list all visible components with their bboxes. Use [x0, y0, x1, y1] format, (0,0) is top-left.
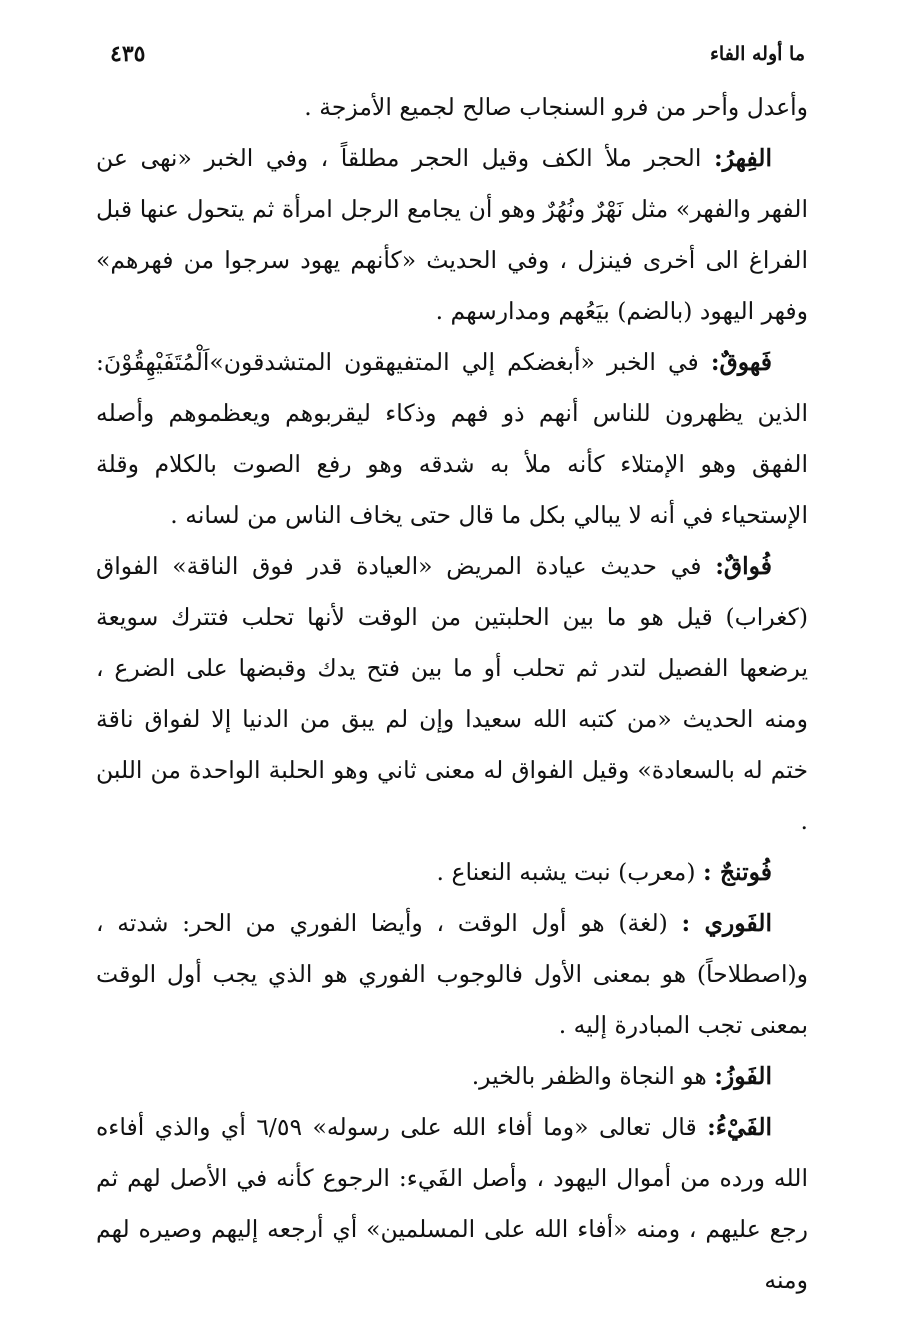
entry-fuwaq [96, 541, 808, 847]
entry-text: (لغة) هو أول الوقت ، وأيضا الفوري من الحر: شدته ، و(اصطلاحاً) هو بمعنى الأول فالوجوب الفوري هو الذي يجب أول الوقت بمعنى تجب المبادرة إليه . [96, 909, 808, 1039]
entry-term: فُواقٌ: [715, 552, 772, 580]
dictionary-text [96, 82, 808, 1306]
entry-term: الفَوزُ: [714, 1062, 772, 1090]
entry-term: فَهوقٌ: [710, 348, 772, 376]
entry-futanj [96, 847, 808, 898]
page-number: ٤٣٥ [110, 41, 146, 67]
entry-term: الفَوري : [681, 909, 772, 937]
entry-text: في الخبر «أبغضكم إلي المتفيهقون المتشدقون»اَلْمُتَفَيْهِقُوْنَ: الذين يظهرون للناس أنهم ذو فهم وذكاء ليقربوهم ويعظموهم وأصله الفهق وهو الإمتلاء كأنه ملأ به شدقه وهو رفع الصوت بالكلام وقلة الإستحياء في أنه لا يبالي بكل ما قال حتى يخاف الناس من لسانه . [96, 348, 808, 529]
page-header [110, 34, 805, 74]
entry-fawz [96, 1051, 808, 1102]
entry-fahuq [96, 337, 808, 541]
entry-fawri [96, 898, 808, 1051]
entry-continuation [96, 82, 808, 133]
entry-term: الفَيْءُ: [707, 1113, 773, 1141]
entry-term: فُوتنجٌ : [702, 858, 772, 886]
entry-fay [96, 1102, 808, 1306]
entry-text: (معرب) نبت يشبه النعناع . [436, 858, 703, 886]
entry-term: الفِهرُ: [713, 144, 772, 172]
chapter-title: ما أوله الفاء [709, 43, 805, 65]
entry-text: الحجر ملأ الكف وقيل الحجر مطلقاً ، وفي الخبر «نهى عن الفهر والفهر» مثل نَهْرٌ ونُهُرٌ وهو أن يجامع الرجل امرأة ثم يتحول عنها قبل الفراغ الى أخرى فينزل ، وفي الحديث «كأنهم يهود سرجوا من فهرهم» وفهر اليهود (بالضم) بيَعُهم ومدارسهم . [96, 144, 808, 325]
entry-fihr [96, 133, 808, 337]
entry-text: في حديث عيادة المريض «العيادة قدر فوق الناقة» الفواق (كغراب) قيل هو ما بين الحلبتين من الوقت لأنها تحلب فتترك سويعة يرضعها الفصيل لتدر ثم تحلب أو ما بين فتح يدك وقبضها على الضرع ، ومنه الحديث «من كتبه الله سعيدا وإن لم يبق من الدنيا إلا لفواق ناقة ختم له بالسعادة» وقيل الفواق له معنى ثاني وهو الحلبة الواحدة من اللبن . [96, 552, 808, 835]
entry-text: قال تعالى «وما أفاء الله على رسوله» ٦/٥٩ أي والذي أفاءه الله ورده من أموال اليهود ، وأصل الفَيء: الرجوع كأنه في الأصل لهم ثم رجع عليهم ، ومنه «أفاء الله على المسلمين» أي أرجعه إليهم وصيره لهم ومنه [96, 1113, 808, 1294]
entry-text: وأعدل وأحر من فرو السنجاب صالح لجميع الأمزجة . [304, 93, 808, 121]
entry-text: هو النجاة والظفر بالخير. [471, 1062, 715, 1090]
